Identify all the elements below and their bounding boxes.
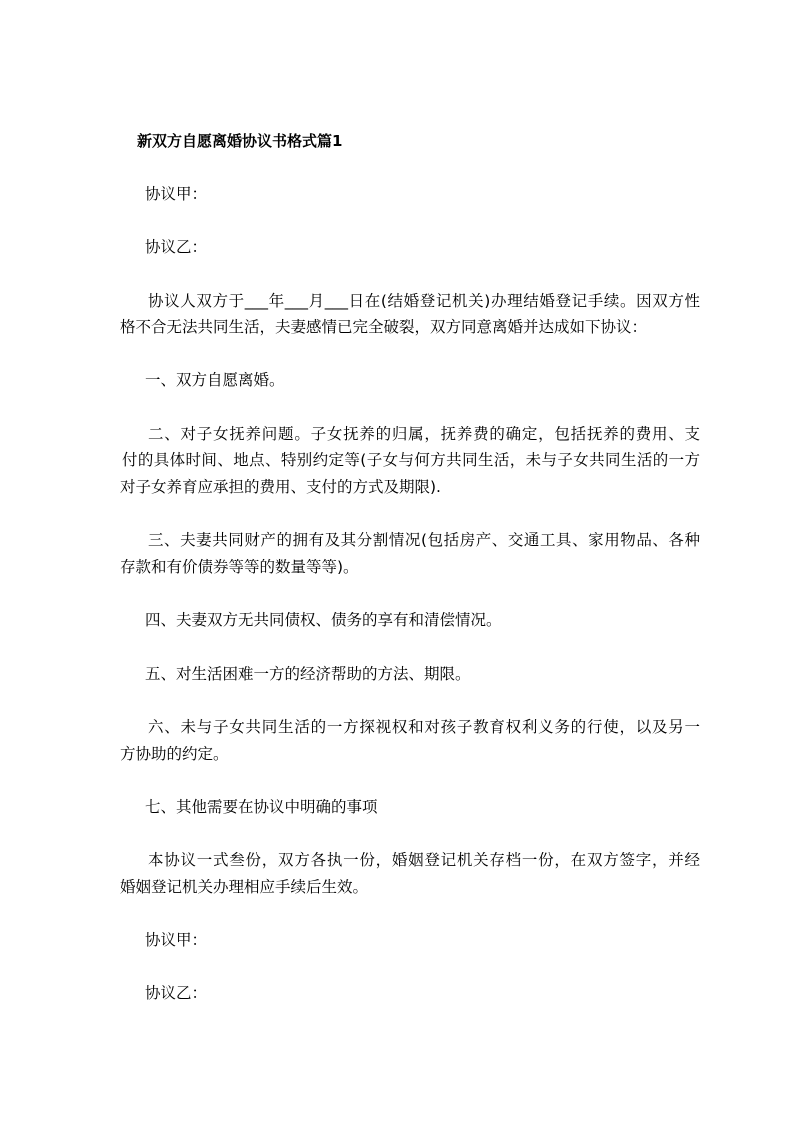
clause-line: 一、双方自愿离婚。 (145, 371, 285, 390)
clause-6 (120, 714, 700, 767)
clause-1 (120, 367, 700, 394)
closing-line: 婚姻登记机关办理相应手续后生效。 (120, 877, 369, 896)
clause-line: 方协助的约定。 (120, 744, 229, 763)
clause-line: 六、未与子女共同生活的一方探视权和对孩子教育权利义务的行使，以及另一 (148, 717, 700, 736)
title-block (120, 128, 700, 155)
clause-line: 对子女养育应承担的费用、支付的方式及期限). (120, 478, 441, 497)
signature-party-a-label: 协议甲： (145, 931, 208, 950)
clause-7 (120, 794, 700, 821)
intro-line: 格不合无法共同生活，夫妻感情已完全破裂，双方同意离婚并达成如下协议： (120, 318, 648, 337)
clause-3 (120, 527, 700, 580)
closing-line: 本协议一式叁份，双方各执一份，婚姻登记机关存档一份，在双方签字，并经 (148, 851, 700, 870)
document-body (120, 128, 700, 1007)
clause-2 (120, 421, 700, 501)
party-a-label: 协议甲： (145, 184, 208, 203)
header-party-b (120, 234, 700, 261)
clause-line: 二、对子女抚养问题。子女抚养的归属，抚养费的确定，包括抚养的费用、支 (148, 424, 700, 443)
clause-line: 四、夫妻双方无共同债权、债务的享有和清偿情况。 (145, 611, 502, 630)
document-title: 新双方自愿离婚协议书格式篇1 (137, 131, 343, 150)
clause-5 (120, 661, 700, 688)
party-b-label: 协议乙： (145, 238, 208, 257)
signature-party-b-label: 协议乙： (145, 984, 208, 1003)
clause-line: 付的具体时间、地点、特别约定等(子女与何方共同生活，未与子女共同生活的一方 (122, 451, 700, 470)
clause-4 (120, 607, 700, 634)
clause-line: 三、夫妻共同财产的拥有及其分割情况(包括房产、交通工具、家用物品、各种 (148, 531, 700, 550)
clause-line: 七、其他需要在协议中明确的事项 (145, 797, 378, 816)
clause-line: 存款和有价债券等等的数量等等)。 (120, 558, 359, 577)
intro-paragraph (120, 288, 700, 341)
header-party-a (120, 181, 700, 208)
clause-line: 五、对生活困难一方的经济帮助的方法、期限。 (145, 664, 471, 683)
intro-line: 协议人双方于___年___月___日在(结婚登记机关)办理结婚登记手续。因双方性 (148, 291, 700, 310)
signature-party-b (120, 980, 700, 1007)
signature-party-a (120, 927, 700, 954)
closing-paragraph (120, 847, 700, 900)
